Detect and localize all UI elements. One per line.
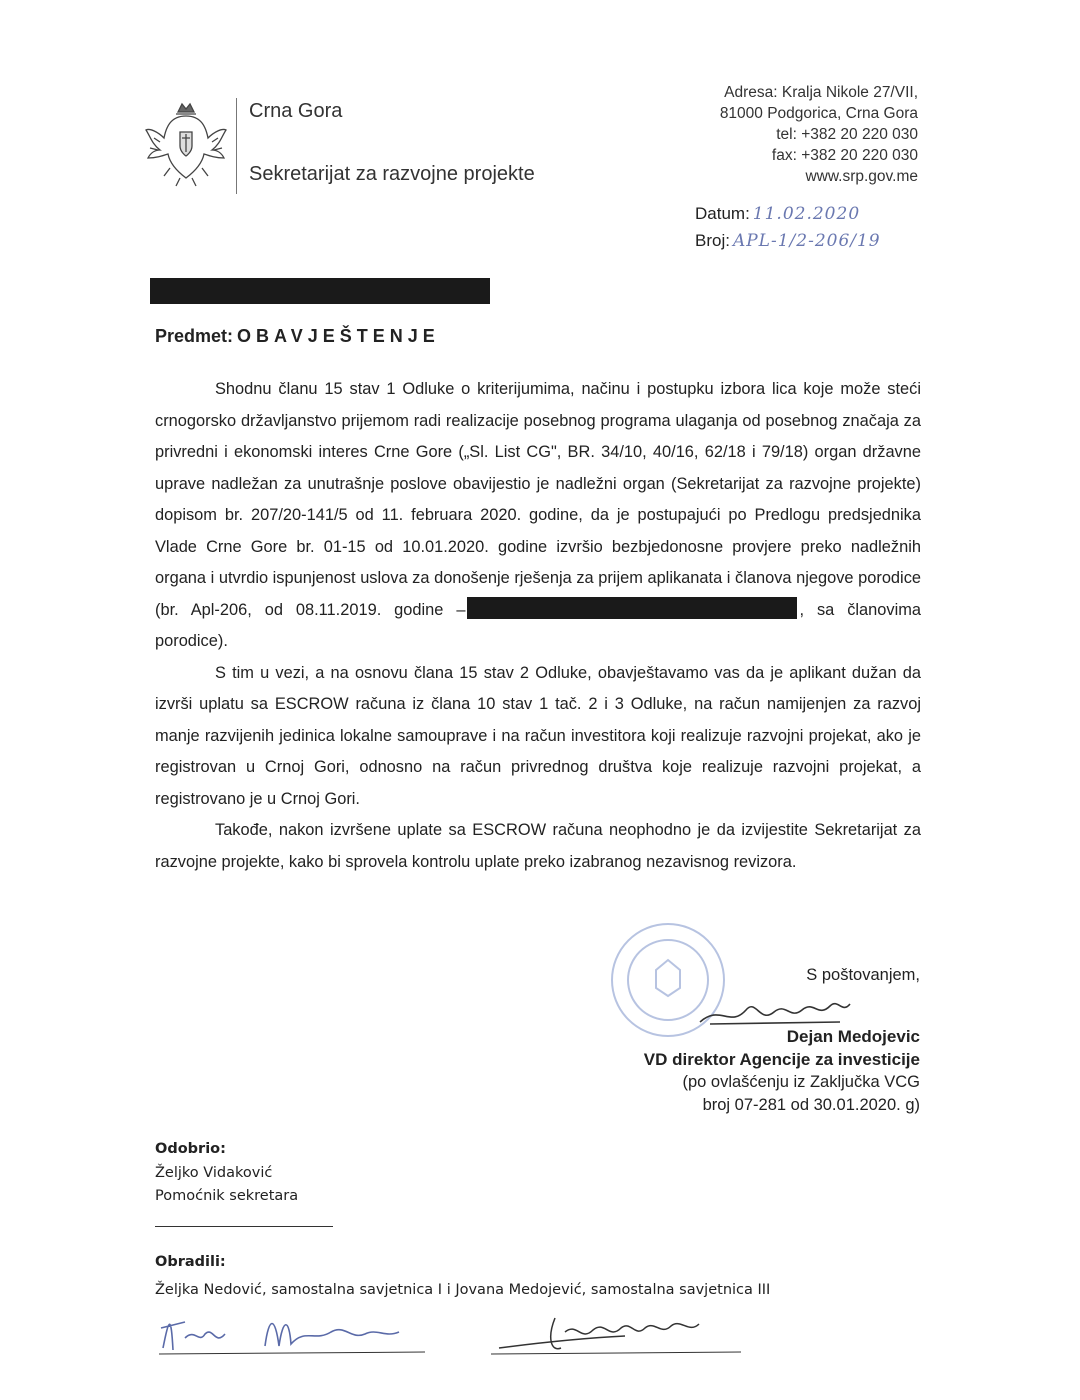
date-value: 11.02.2020 bbox=[752, 204, 861, 224]
fax-line: fax: +382 20 220 030 bbox=[771, 147, 918, 164]
body-paragraph-3: Takođe, nakon izvršene uplate sa ESCROW računa neophodno je da izvijestite Sekretarijat za razvojne projekte, kako bi sprovela kontrolu uplate preko izabranog nezavisnog revizora. bbox=[155, 821, 921, 871]
website-line: www.srp.gov.me bbox=[805, 168, 918, 185]
header-divider bbox=[236, 98, 237, 194]
approved-signature-line bbox=[155, 1226, 333, 1227]
authority-line-1: (po ovlašćenju iz Zaključka VCG bbox=[682, 1073, 920, 1091]
address-line: 81000 Podgorica, Crna Gora bbox=[719, 105, 918, 122]
prepared-label: Obradili: bbox=[155, 1254, 226, 1270]
institution-department: Sekretarijat za razvojne projekte bbox=[249, 163, 535, 185]
phone-line: tel: +382 20 220 030 bbox=[776, 126, 918, 143]
number-label: Broj: bbox=[695, 231, 730, 250]
date-label: Datum: bbox=[695, 204, 750, 223]
number-value: APL-1/2-206/19 bbox=[732, 231, 881, 251]
authority-line-2: broj 07-281 od 30.01.2020. g) bbox=[702, 1096, 920, 1114]
director-signature-icon bbox=[690, 984, 860, 1034]
salutation: S poštovanjem, bbox=[806, 966, 920, 984]
letter-body bbox=[155, 374, 921, 878]
nedovic-signature-icon bbox=[155, 1298, 430, 1358]
body-paragraph-1-text: Shodnu članu 15 stav 1 Odluke o kriterijumima, načinu i postupku izbora lica koje može steći crnogorsko državljanstvo prijemom radi realizacije posebnog programa ulaganja od posebnog značaja za privredni i ekonomski interes Crne Gore („Sl. List CG", BR. 34/10, 40/16, 62/18 i 79/18) organ državne uprave nadležan za unutrašnje poslove obavijestio je nadležni organ (Sekretarijat za razvojne projekte) dopisom br. 207/20-141/5 od 11. februara 2020. godine, da je postupajući po Predlogu predsjednika Vlade Crne Gore br. 01-15 od 10.01.2020. godine izvršio bezbjedonosne provjere preko nadležnih organa i utvrdio ispunjenost uslova za donošenje rješenja za prijem aplikanata i članova njegove porodice (br. Apl-206, od 08.11.2019. godine – bbox=[155, 380, 921, 619]
institution-country: Crna Gora bbox=[249, 100, 343, 122]
recipient-redaction bbox=[150, 278, 490, 304]
coat-of-arms-logo bbox=[140, 98, 232, 190]
approved-label: Odobrio: bbox=[155, 1141, 226, 1157]
signer-name: Dejan Medojevic bbox=[786, 1027, 920, 1046]
medojevic-signature-icon bbox=[485, 1298, 745, 1358]
prepared-names: Željka Nedović, samostalna savjetnica I i Jovana Medojević, samostalna savjetnica III bbox=[155, 1282, 771, 1298]
signer-title: VD direktor Agencije za investicije bbox=[643, 1050, 920, 1069]
body-paragraph-1 bbox=[155, 374, 921, 658]
approved-title: Pomoćnik sekretara bbox=[155, 1188, 299, 1204]
applicant-name-redaction bbox=[467, 597, 797, 619]
body-paragraph-2: S tim u vezi, a na osnovu člana 15 stav 2 Odluke, obavještavamo vas da je aplikant dužan da izvrši uplatu sa ESCROW računa iz člana 10 stav 1 tač. 2 i 3 Odluke, na račun namijenjen za razvoj manje razvijenih jedinica lokalne samouprave i na račun investitora koji realizuje razvojni projekat, ako je registrovan u Crnoj Gori, odnosno na račun privrednog društva koje realizuje razvojni projekat, a registrovano je u Crnoj Gori. bbox=[155, 663, 921, 808]
subject-line bbox=[155, 326, 440, 347]
number-row bbox=[695, 231, 881, 251]
date-row bbox=[695, 204, 860, 224]
subject-text: OBAVJEŠTENJE bbox=[237, 326, 440, 346]
approved-name: Željko Vidaković bbox=[155, 1165, 273, 1181]
address-line: Adresa: Kralja Nikole 27/VII, bbox=[724, 84, 918, 101]
address-block bbox=[720, 82, 918, 187]
body-paragraph-1-end: , sa članovima porodice). bbox=[155, 600, 922, 650]
subject-label: Predmet: bbox=[155, 326, 234, 346]
